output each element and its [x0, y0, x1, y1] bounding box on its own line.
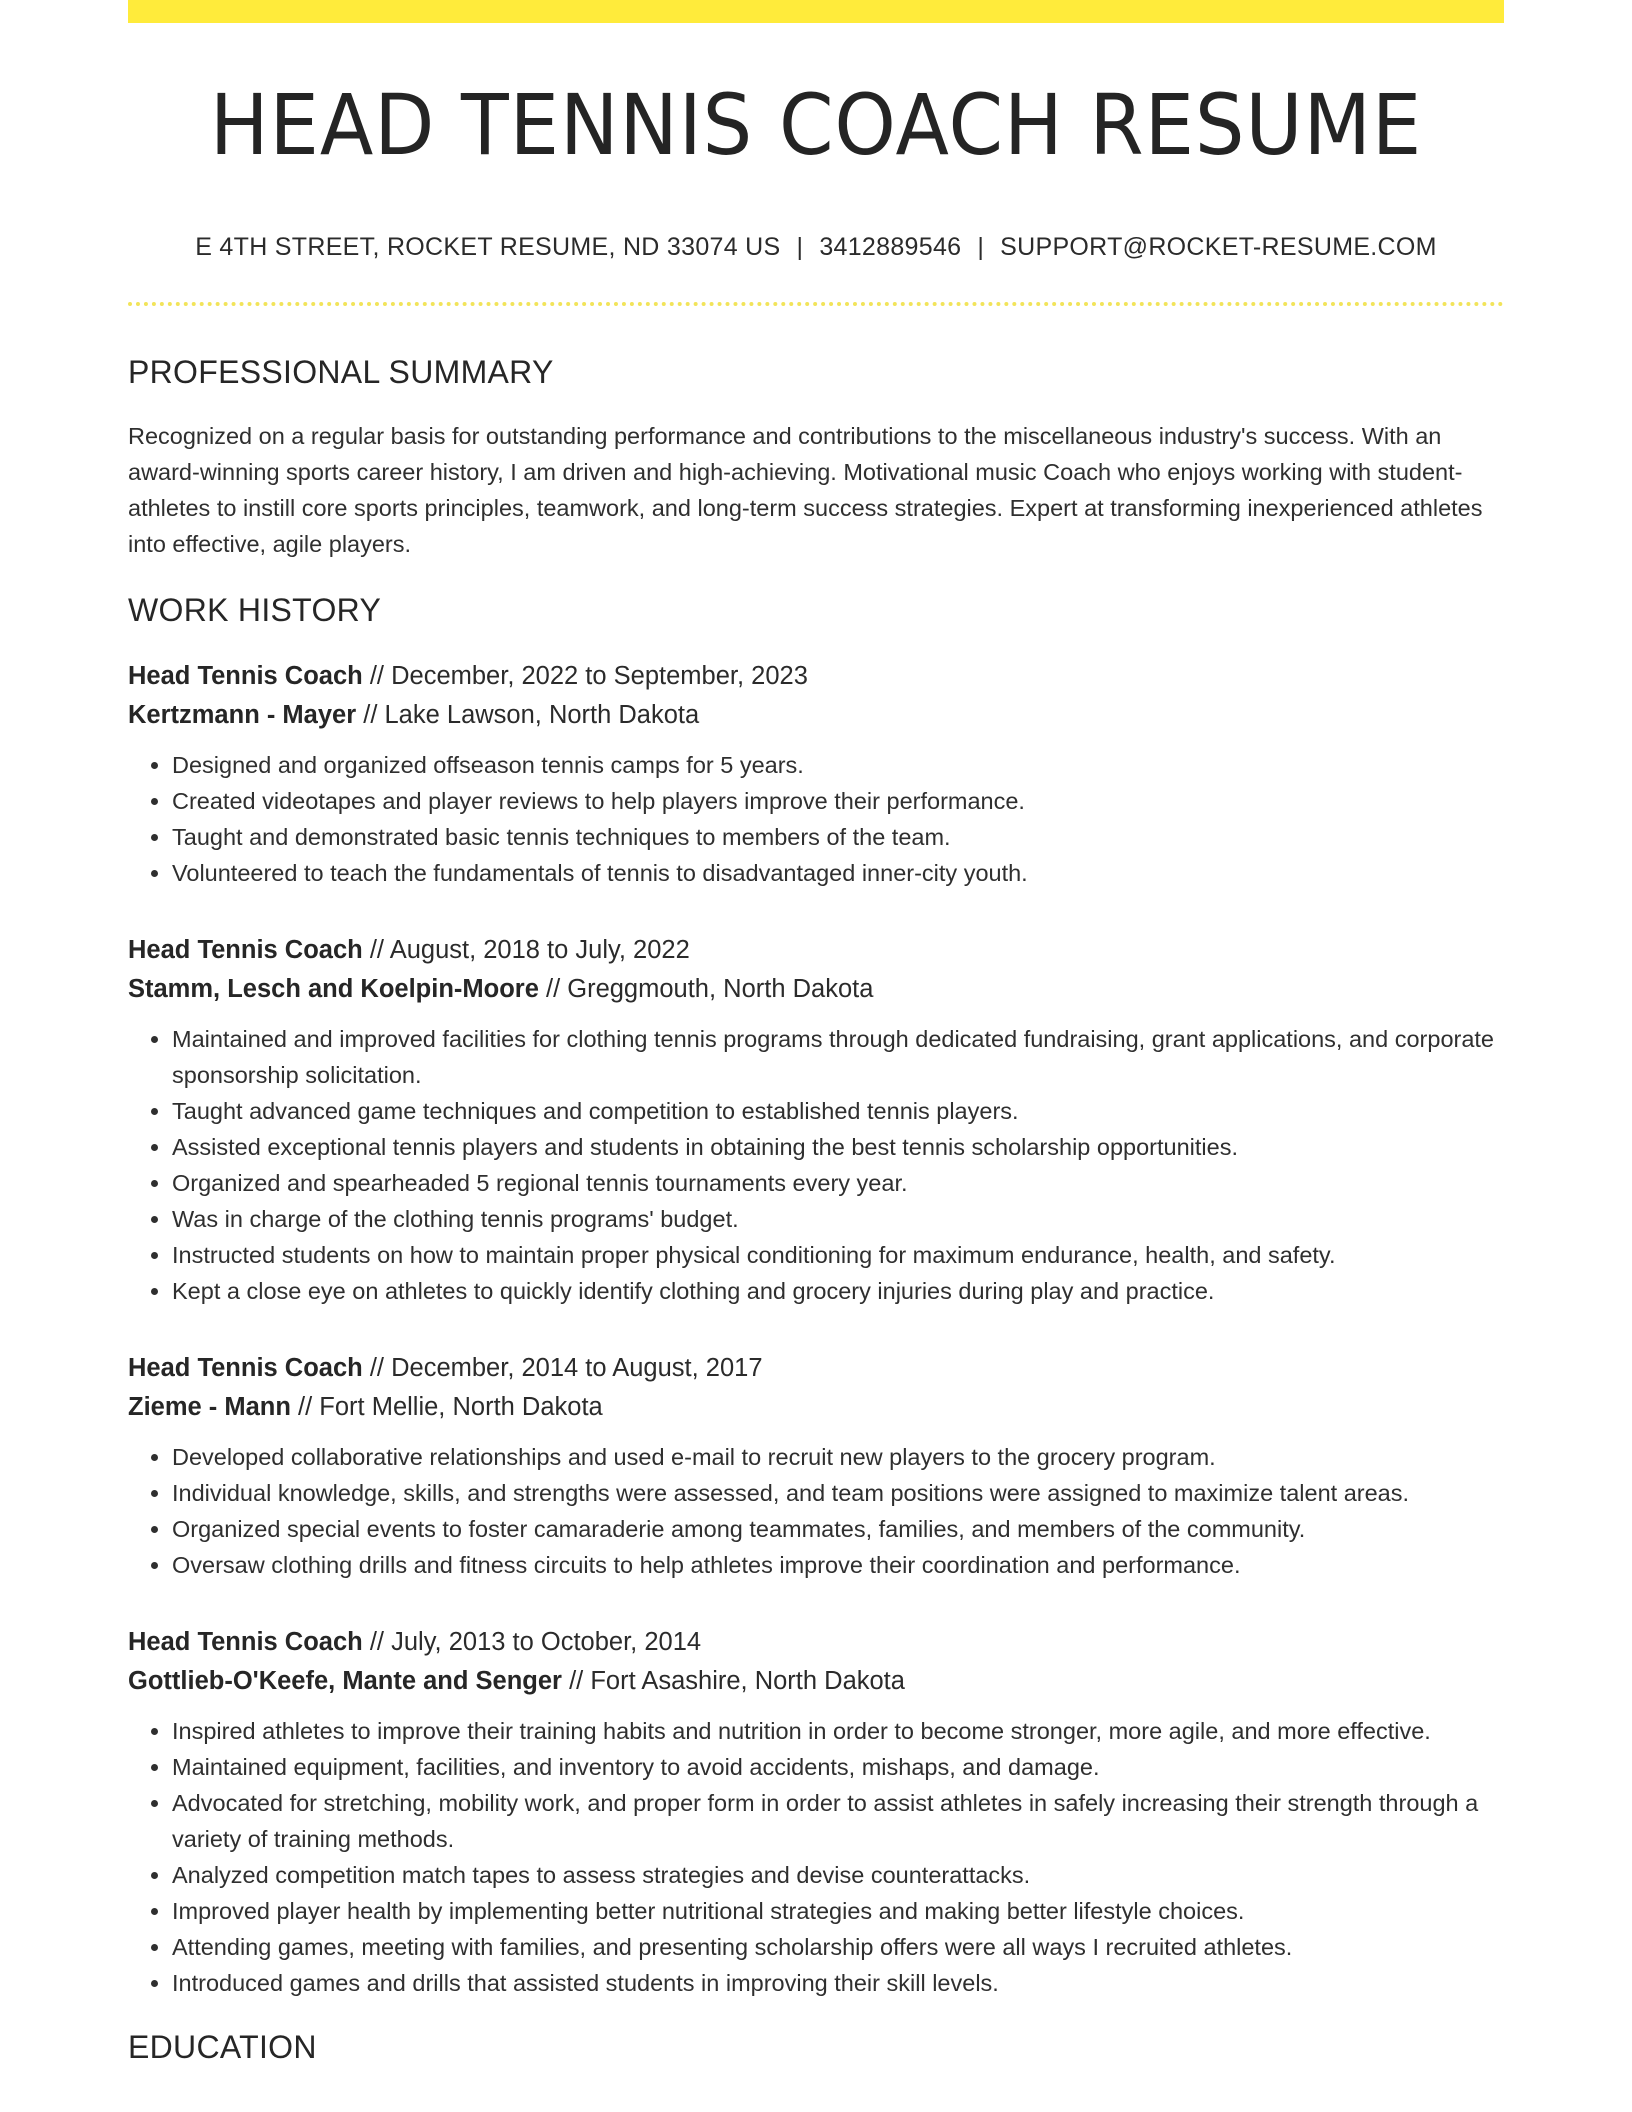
- job-bullet: • Volunteered to teach the fundamentals of tennis to disadvantaged inner-city youth.: [172, 855, 1504, 891]
- job-bullet: • Assisted exceptional tennis players and students in obtaining the best tennis scholarship opportunities.: [172, 1129, 1504, 1165]
- contact-phone: 3412889546: [819, 233, 962, 261]
- work-history-list: [128, 657, 1504, 2001]
- job-bullet: • Analyzed competition match tapes to assess strategies and devise counterattacks.: [172, 1857, 1504, 1893]
- job-position: Head Tennis Coach: [128, 1628, 363, 1656]
- job-location: // Fort Mellie, North Dakota: [298, 1393, 603, 1421]
- job-dates: // December, 2014 to August, 2017: [369, 1354, 763, 1382]
- summary-heading: PROFESSIONAL SUMMARY: [128, 354, 554, 390]
- job-bullet: • Advocated for stretching, mobility work, and proper form in order to assist athletes in safely increasing their strength through a variety of training methods.: [172, 1785, 1504, 1857]
- education-heading: EDUCATION: [128, 2029, 317, 2065]
- job-entry: [128, 657, 1504, 891]
- job-company: Kertzmann - Mayer: [128, 701, 357, 729]
- job-bullet: • Instructed students on how to maintain proper physical conditioning for maximum endurance, health, and safety.: [172, 1237, 1504, 1273]
- work-history-heading: WORK HISTORY: [128, 592, 382, 628]
- accent-top-bar: [128, 0, 1504, 23]
- job-bullets: [128, 1439, 1504, 1583]
- job-company: Zieme - Mann: [128, 1393, 291, 1421]
- resume-page: [128, 0, 1504, 2066]
- job-dates: // December, 2022 to September, 2023: [369, 662, 808, 690]
- job-bullet: • Oversaw clothing drills and fitness circuits to help athletes improve their coordination and performance.: [172, 1547, 1504, 1583]
- job-dates: // July, 2013 to October, 2014: [369, 1628, 702, 1656]
- job-position: Head Tennis Coach: [128, 1354, 363, 1382]
- job-title-line: [128, 657, 1504, 696]
- job-bullet: • Taught advanced game techniques and competition to established tennis players.: [172, 1093, 1504, 1129]
- job-company: Gottlieb-O'Keefe, Mante and Senger: [128, 1667, 562, 1695]
- job-location: // Greggmouth, North Dakota: [545, 975, 874, 1003]
- job-bullet: • Organized special events to foster camaraderie among teammates, families, and members of the community.: [172, 1511, 1504, 1547]
- summary-text: Recognized on a regular basis for outstanding performance and contributions to the miscellaneous industry's success. With an award-winning sports career history, I am driven and high-achieving. Motivational music Coach who enjoys working with student-athletes to instill core sports principles, teamwork, and long-term success strategies. Expert at transforming inexperienced athletes into effective, agile players.: [128, 423, 1483, 557]
- job-bullet: • Improved player health by implementing better nutritional strategies and making better lifestyle choices.: [172, 1893, 1504, 1929]
- job-bullet: • Designed and organized offseason tennis camps for 5 years.: [172, 747, 1504, 783]
- contact-separator: |: [977, 233, 985, 261]
- contact-email: SUPPORT@ROCKET-RESUME.COM: [1000, 233, 1437, 261]
- job-company-line: [128, 970, 1504, 1009]
- job-bullet: • Taught and demonstrated basic tennis techniques to members of the team.: [172, 819, 1504, 855]
- job-company-line: [128, 1388, 1504, 1427]
- job-location: // Fort Asashire, North Dakota: [569, 1667, 905, 1695]
- resume-title: HEAD TENNIS COACH RESUME: [209, 76, 1423, 174]
- job-company-line: [128, 1662, 1504, 1701]
- job-dates: // August, 2018 to July, 2022: [369, 936, 690, 964]
- dotted-divider: [128, 302, 1504, 306]
- job-bullets: [128, 747, 1504, 891]
- job-title-line: [128, 931, 1504, 970]
- job-location: // Lake Lawson, North Dakota: [363, 701, 700, 729]
- job-bullet: • Individual knowledge, skills, and strengths were assessed, and team positions were assigned to maximize talent areas.: [172, 1475, 1504, 1511]
- job-entry: [128, 1349, 1504, 1583]
- job-bullet: • Inspired athletes to improve their training habits and nutrition in order to become stronger, more agile, and more effective.: [172, 1713, 1504, 1749]
- job-bullet: • Organized and spearheaded 5 regional tennis tournaments every year.: [172, 1165, 1504, 1201]
- job-entry: [128, 1623, 1504, 2001]
- job-bullets: [128, 1713, 1504, 2001]
- contact-separator: |: [796, 233, 804, 261]
- job-company: Stamm, Lesch and Koelpin-Moore: [128, 975, 539, 1003]
- job-title-line: [128, 1623, 1504, 1662]
- job-bullet: • Created videotapes and player reviews to help players improve their performance.: [172, 783, 1504, 819]
- job-bullets: [128, 1021, 1504, 1309]
- job-bullet: • Attending games, meeting with families, and presenting scholarship offers were all ways I recruited athletes.: [172, 1929, 1504, 1965]
- contact-address: E 4TH STREET, ROCKET RESUME, ND 33074 US: [195, 233, 781, 261]
- job-entry: [128, 931, 1504, 1309]
- job-bullet: • Kept a close eye on athletes to quickly identify clothing and grocery injuries during play and practice.: [172, 1273, 1504, 1309]
- job-bullet: • Introduced games and drills that assisted students in improving their skill levels.: [172, 1965, 1504, 2001]
- job-bullet: • Developed collaborative relationships and used e-mail to recruit new players to the grocery program.: [172, 1439, 1504, 1475]
- job-position: Head Tennis Coach: [128, 662, 363, 690]
- job-bullet: • Was in charge of the clothing tennis programs' budget.: [172, 1201, 1504, 1237]
- job-title-line: [128, 1349, 1504, 1388]
- job-bullet: • Maintained equipment, facilities, and inventory to avoid accidents, mishaps, and damage.: [172, 1749, 1504, 1785]
- job-company-line: [128, 696, 1504, 735]
- job-bullet: • Maintained and improved facilities for clothing tennis programs through dedicated fundraising, grant applications, and corporate sponsorship solicitation.: [172, 1021, 1504, 1093]
- contact-line: [128, 233, 1504, 262]
- job-position: Head Tennis Coach: [128, 936, 363, 964]
